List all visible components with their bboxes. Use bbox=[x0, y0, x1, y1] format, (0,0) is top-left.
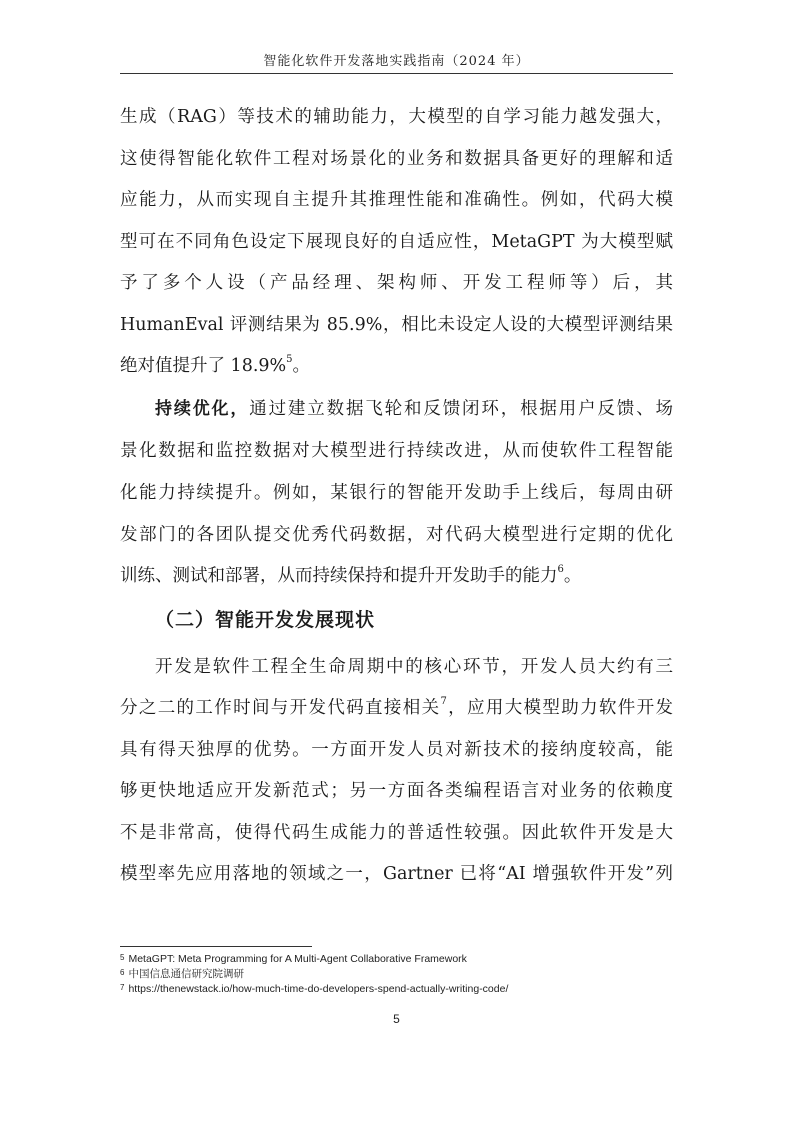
footnote[interactable] bbox=[120, 983, 673, 996]
footnote bbox=[120, 968, 673, 981]
body-line: HumanEval 评测结果为 85.9%，相比未设定人设的大模型评测结果 bbox=[120, 315, 673, 335]
body-text: 通过建立数据飞轮和反馈闭环，根据用户反馈、场 bbox=[249, 399, 674, 419]
body-line: 发部门的各团队提交优秀代码数据，对代码大模型进行定期的优化 bbox=[120, 525, 673, 545]
body-text: 。 bbox=[292, 356, 311, 376]
bold-lead-phrase: 持续优化， bbox=[155, 399, 250, 419]
footnote-mark: 6 bbox=[120, 968, 125, 977]
header-divider bbox=[120, 73, 673, 74]
footnote-ref: 6 bbox=[557, 564, 564, 576]
body-line: 应能力，从而实现自主提升其推理性能和准确性。例如，代码大模 bbox=[120, 190, 673, 210]
footnote-text: 中国信息通信研究院调研 bbox=[128, 968, 244, 980]
body-line: 这使得智能化软件工程对场景化的业务和数据具备更好的理解和适 bbox=[120, 149, 673, 169]
body-line: 生成（RAG）等技术的辅助能力，大模型的自学习能力越发强大， bbox=[120, 107, 673, 127]
section-heading: （二）智能开发发展现状 bbox=[155, 609, 376, 631]
body-line: 化能力持续提升。例如，某银行的智能开发助手上线后，每周由研 bbox=[120, 483, 673, 503]
body-text: 绝对值提升了 18.9% bbox=[120, 356, 287, 376]
body-text: ，应用大模型助力软件开发 bbox=[446, 698, 674, 718]
body-line: 不是非常高，使得代码生成能力的普适性较强。因此软件开发是大 bbox=[120, 823, 673, 843]
body-line bbox=[120, 690, 673, 726]
body-line-first bbox=[155, 391, 673, 427]
body-line: 予了多个人设（产品经理、架构师、开发工程师等）后，其 bbox=[120, 273, 673, 293]
body-line: 模型率先应用落地的领域之一，Gartner 已将“AI 增强软件开发”列 bbox=[120, 864, 673, 884]
footnote-divider bbox=[120, 946, 312, 947]
footnote-text: MetaGPT: Meta Programming for A Multi-Agent Collaborative Framework bbox=[128, 953, 467, 965]
body-text: 分之二的工作时间与开发代码直接相关 bbox=[120, 698, 441, 718]
body-line-end bbox=[120, 558, 673, 594]
footnote-ref: 7 bbox=[440, 696, 447, 708]
footnote bbox=[120, 953, 673, 966]
page-number: 5 bbox=[393, 1012, 400, 1026]
running-header: 智能化软件开发落地实践指南（2024 年） bbox=[263, 54, 530, 69]
body-line: 具有得天独厚的优势。一方面开发人员对新技术的接纳度较高，能 bbox=[120, 740, 673, 760]
body-text: 。 bbox=[563, 566, 582, 586]
body-line: 够更快地适应开发新范式；另一方面各类编程语言对业务的依赖度 bbox=[120, 781, 673, 801]
body-line: 景化数据和监控数据对大模型进行持续改进，从而使软件工程智能 bbox=[120, 441, 673, 461]
footnote-mark: 7 bbox=[120, 983, 125, 992]
body-line-first: 开发是软件工程全生命周期中的核心环节，开发人员大约有三 bbox=[155, 657, 673, 677]
body-line-end bbox=[120, 348, 673, 384]
footnote-mark: 5 bbox=[120, 953, 125, 962]
footnote-ref: 5 bbox=[286, 354, 293, 366]
body-line: 型可在不同角色设定下展现良好的自适应性，MetaGPT 为大模型赋 bbox=[120, 232, 673, 252]
footnote-link[interactable]: https://thenewstack.io/how-much-time-do-developers-spend-actually-writing-code/ bbox=[128, 983, 509, 995]
body-text: 训练、测试和部署，从而持续保持和提升开发助手的能力 bbox=[120, 566, 558, 586]
